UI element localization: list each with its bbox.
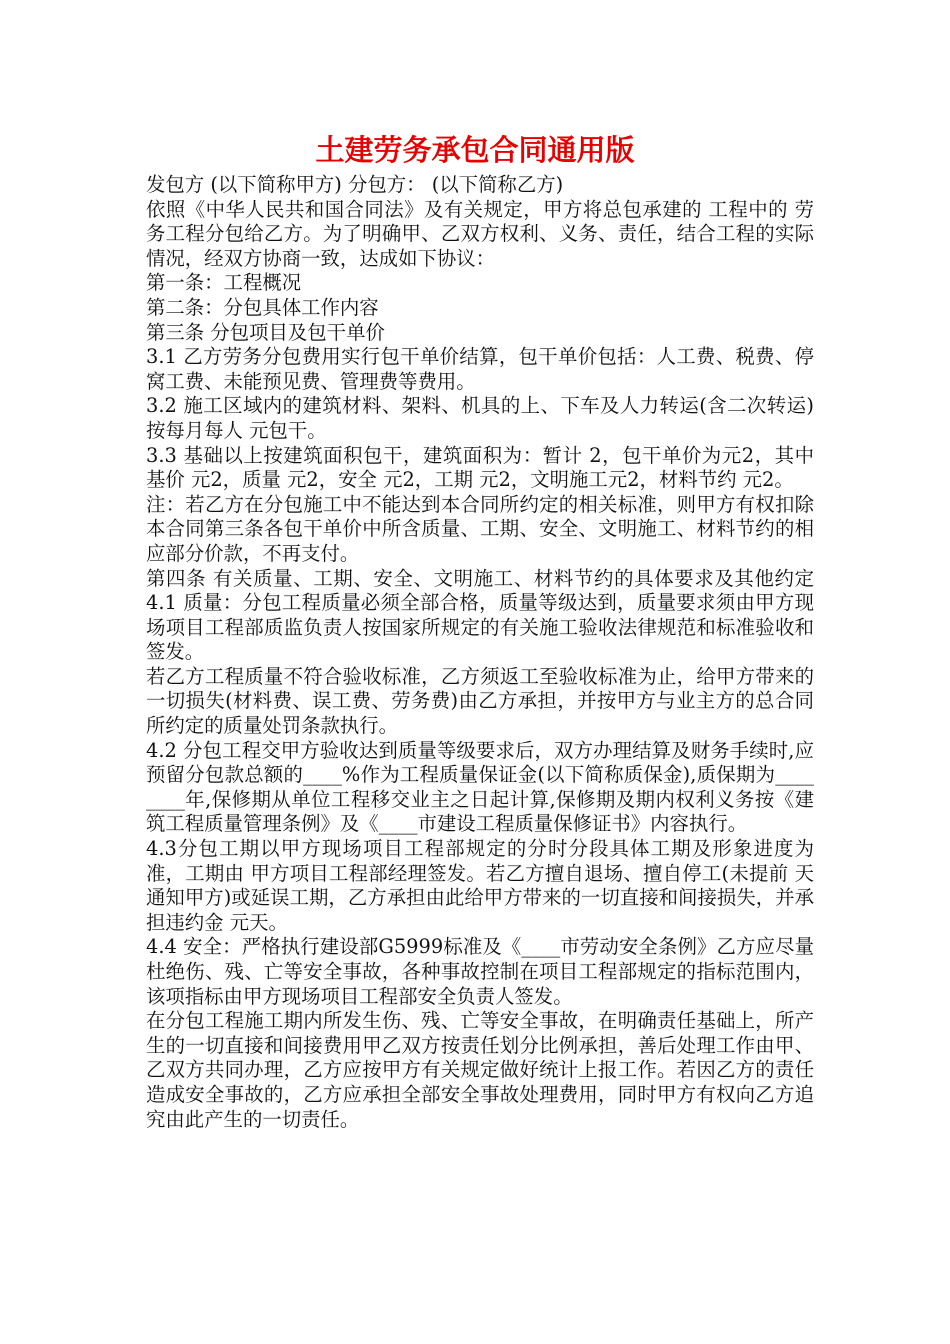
- paragraph-safety-liability: 在分包工程施工期内所发生伤、残、亡等安全事故，在明确责任基础上，所产生的一切直接和间接费用甲乙双方按责任划分比例承担，善后处理工作由甲、乙双方共同办理，乙方应按甲方有关规定做好统计上报工作。若因乙方的责任造成安全事故的，乙方应承担全部安全事故处理费用，同时甲方有权向乙方追究由此产生的一切责任。: [146, 1009, 814, 1131]
- paragraph-clause-4-3: 4.3分包工期以甲方现场项目工程部规定的分时分段具体工期及形象进度为准，工期由 甲方项目工程部经理签发。若乙方擅自退场、擅自停工(未提前 天通知甲方)或延误工期，乙方承担由此给甲方带来的一切直接和间接损失，并承担违约金 元天。: [146, 837, 814, 934]
- document-title: 土建劳务承包合同通用版: [315, 133, 635, 167]
- paragraph-clause-3-2: 3.2 施工区域内的建筑材料、架料、机具的上、下车及人力转运(含二次转运)按每月每人 元包干。: [146, 394, 814, 442]
- paragraph-article-3: 第三条 分包项目及包干单价: [146, 320, 385, 344]
- paragraph-note: 注：若乙方在分包施工中不能达到本合同所约定的相关标准，则甲方有权扣除本合同第三条各包干单价中所含质量、工期、安全、文明施工、材料节约的相应部分价款，不再支付。: [146, 492, 814, 565]
- paragraph-clause-4-2: 4.2 分包工程交甲方验收达到质量等级要求后，双方办理结算及财务手续时,应预留分包款总额的____%作为工程质量保证金(以下简称质保金),质保期为________年,保修期从单位工程移交业主之日起计算,保修期及期内权利义务按《建筑工程质量管理条例》及《____市建设工程质量保修证书》内容执行。: [146, 738, 814, 836]
- paragraph-parties: 发包方 (以下简称甲方) 分包方： (以下简称乙方): [146, 173, 564, 196]
- paragraph-preamble: 依照《中华人民共和国合同法》及有关规定，甲方将总包承建的 工程中的 劳务工程分包给乙方。为了明确甲、乙双方权利、义务、责任，结合工程的实际情况，经双方协商一致，达成如下协议：: [146, 197, 814, 270]
- paragraph-clause-3-1: 3.1 乙方劳务分包费用实行包干单价结算，包干单价包括：人工费、税费、停窝工费、未能预见费、管理费等费用。: [146, 345, 814, 393]
- paragraph-quality-penalty: 若乙方工程质量不符合验收标准，乙方须返工至验收标准为止，给甲方带来的一切损失(材料费、误工费、劳务费)由乙方承担，并按甲方与业主方的总合同所约定的质量处罚条款执行。: [146, 664, 814, 738]
- paragraph-clause-4-4: 4.4 安全：严格执行建设部G5999标准及《____市劳动安全条例》乙方应尽量杜绝伤、残、亡等安全事故，各种事故控制在项目工程部规定的指标范围内，该项指标由甲方现场项目工程部安全负责人签发。: [146, 935, 814, 1008]
- paragraph-article-1: 第一条：工程概况: [146, 271, 302, 295]
- document-body: [146, 173, 814, 1132]
- paragraph-clause-3-3: 3.3 基础以上按建筑面积包干，建筑面积为：暂计 2，包干单价为元2，其中基价 元2，质量 元2，安全 元2，工期 元2，文明施工元2，材料节约 元2。: [146, 443, 814, 492]
- paragraph-article-4: 第四条 有关质量、工期、安全、文明施工、材料节约的具体要求及其他约定 4.1 质量：分包工程质量必须全部合格，质量等级达到，质量要求须由甲方现场项目工程部质监负责人按国家所规定的有关施工验收法律规范和标准验收和签发。: [146, 566, 814, 664]
- paragraph-article-2: 第二条：分包具体工作内容: [146, 295, 379, 319]
